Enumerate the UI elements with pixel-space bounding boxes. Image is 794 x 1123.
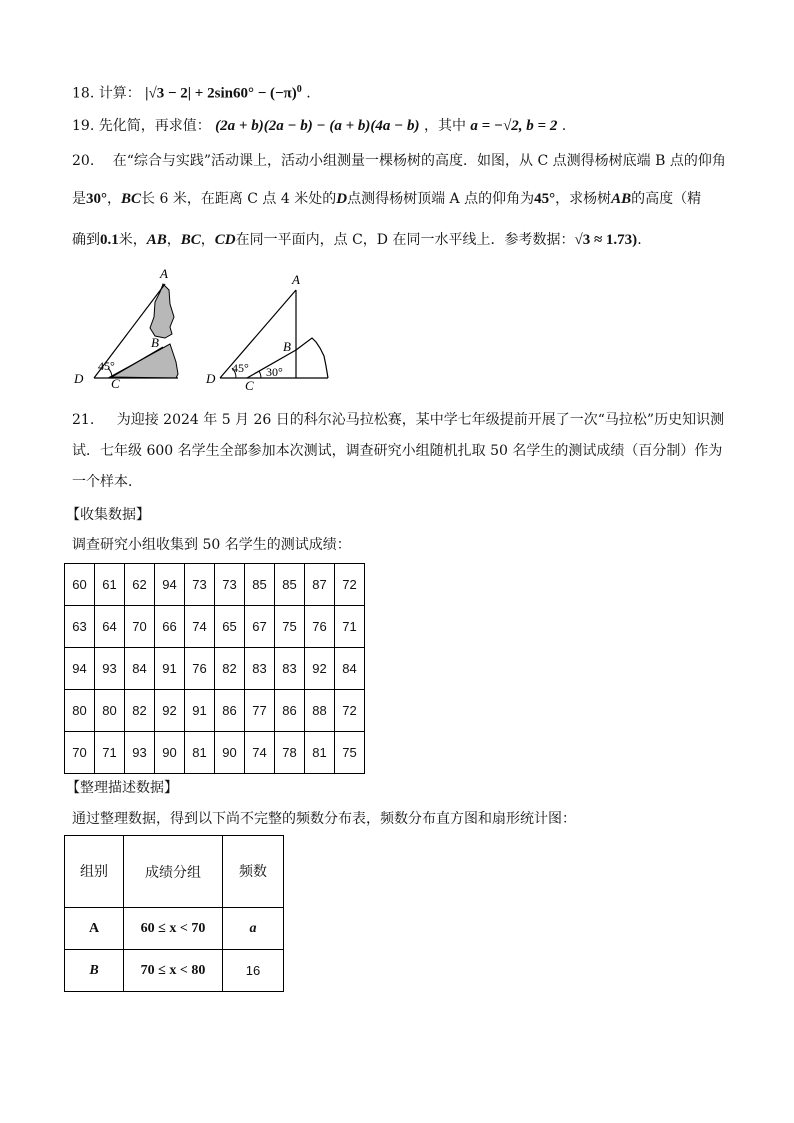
table-row (65, 606, 365, 648)
score-cell: 60 (65, 564, 95, 606)
table-row (65, 564, 365, 606)
score-cell: 67 (245, 606, 275, 648)
question-20-line-3 (72, 230, 642, 250)
text: 米， (118, 232, 147, 248)
angle-label-30: 30° (266, 365, 283, 379)
angle-label-45: 45° (232, 361, 249, 375)
reference-data: √3 ≈ 1.73) (574, 232, 638, 248)
question-20-line-2 (72, 189, 701, 209)
label-a: A (292, 272, 300, 287)
question-20-line-1 (72, 151, 726, 171)
angle-30: 30° (86, 191, 107, 207)
score-cell: 91 (185, 690, 215, 732)
table-row (65, 908, 284, 950)
score-cell: 81 (305, 732, 335, 774)
question-text: 计算： (98, 85, 141, 102)
score-cell: 83 (245, 648, 275, 690)
exponent: 0 (296, 84, 302, 95)
section-organize-heading: 【整理描述数据】 (66, 780, 178, 796)
angle-label: 45° (98, 359, 115, 373)
score-cell: 76 (305, 606, 335, 648)
period: . (306, 85, 311, 102)
table-row (65, 950, 284, 992)
hill-shape (110, 344, 178, 378)
score-cell: 88 (305, 690, 335, 732)
group-cell: A (65, 908, 124, 950)
score-cell: 83 (275, 648, 305, 690)
table-header-row (65, 836, 284, 908)
precision: 0.1 (100, 232, 119, 248)
angle-45: 45° (534, 191, 556, 207)
score-cell: 72 (335, 690, 365, 732)
score-cell: 92 (155, 690, 185, 732)
formula: |√3 − 2| + 2sin60° − (−π) (145, 85, 297, 102)
text: ， (166, 232, 181, 248)
question-number: 20. (72, 153, 95, 169)
hill-outline (296, 338, 328, 378)
score-cell: 70 (65, 732, 95, 774)
text: 在同一平面内，点 C，D 在同一水平线上．参考数据： (235, 232, 575, 248)
score-cell: 74 (185, 606, 215, 648)
score-cell: 94 (65, 648, 95, 690)
text: 是 (72, 191, 86, 207)
question-number: 19. (72, 118, 95, 134)
organize-description: 通过整理数据，得到以下尚不完整的频数分布表，频数分布直方图和扇形统计图： (72, 811, 576, 827)
header-group: 组别 (65, 836, 124, 908)
count-cell: a (223, 908, 284, 950)
collect-description: 调查研究小组收集到 50 名学生的测试成绩： (72, 537, 351, 553)
text: ， (107, 191, 121, 207)
score-cell: 91 (155, 648, 185, 690)
score-cell: 82 (215, 648, 245, 690)
score-cell: 76 (185, 648, 215, 690)
section-collect-heading: 【收集数据】 (66, 507, 150, 523)
score-cell: 82 (125, 690, 155, 732)
score-cell: 64 (95, 606, 125, 648)
question-21-line-1 (72, 410, 724, 430)
score-cell: 87 (305, 564, 335, 606)
label-c: C (245, 378, 254, 392)
score-cell: 75 (275, 606, 305, 648)
score-cell: 85 (245, 564, 275, 606)
question-text: 先化简，再求值： (98, 118, 211, 134)
segment-bc: BC (180, 232, 201, 248)
table-row (65, 648, 365, 690)
label-b: B (283, 339, 291, 354)
label-a: A (160, 266, 168, 281)
score-cell: 73 (215, 564, 245, 606)
score-cell: 86 (215, 690, 245, 732)
period: . (561, 118, 567, 134)
score-cell: 66 (155, 606, 185, 648)
score-cell: 93 (95, 648, 125, 690)
score-cell: 94 (155, 564, 185, 606)
score-cell: 90 (155, 732, 185, 774)
score-cell: 70 (125, 606, 155, 648)
figure-left (73, 266, 178, 391)
score-cell: 93 (125, 732, 155, 774)
text: 点测得杨树顶端 A 点的仰角为 (347, 191, 535, 207)
score-cell: 73 (185, 564, 215, 606)
question-21-line-2: 试．七年级 600 名学生全部参加本次测试，调查研究小组随机扎取 50 名学生的测试成绩（百分制）作为 (72, 443, 723, 459)
score-cell: 61 (95, 564, 125, 606)
label-c: C (111, 376, 120, 391)
score-cell: 77 (245, 690, 275, 732)
header-range: 成绩分组 (124, 836, 223, 908)
question-text: 为迎接 2024 年 5 月 26 日的科尔沁马拉松赛，某中学七年级提前开展了一次“马拉松”历史知识测 (116, 412, 725, 428)
question-number: 18. (72, 85, 95, 102)
question-number: 21. (72, 412, 95, 428)
period: . (637, 232, 642, 248)
score-cell: 74 (245, 732, 275, 774)
segment-ab: AB (611, 191, 632, 207)
question-18 (72, 80, 311, 104)
score-cell: 72 (335, 564, 365, 606)
segment-bc: BC (121, 191, 142, 207)
geometry-figures (60, 262, 360, 392)
segment-ab: AB (146, 232, 167, 248)
question-21-line-3: 一个样本． (72, 474, 142, 490)
score-cell: 85 (275, 564, 305, 606)
frequency-table (64, 835, 284, 992)
count-cell: 16 (223, 950, 284, 992)
point-d: D (336, 191, 348, 207)
score-cell: 65 (215, 606, 245, 648)
text: ，求杨树 (555, 191, 612, 207)
header-count: 频数 (223, 836, 284, 908)
score-cell: 80 (65, 690, 95, 732)
score-cell: 84 (125, 648, 155, 690)
text: 确到 (72, 232, 100, 248)
label-d: D (74, 371, 84, 386)
scores-table (64, 563, 365, 774)
score-cell: 71 (95, 732, 125, 774)
score-cell: 92 (305, 648, 335, 690)
question-19 (72, 116, 566, 136)
text: 长 6 米，在距离 C 点 4 米处的 (141, 191, 337, 207)
segment-cd: CD (214, 232, 236, 248)
question-text-mid: ，其中 (423, 118, 466, 134)
table-row (65, 732, 365, 774)
question-text: 在“综合与实践”活动课上，活动小组测量一棵杨树的高度．如图，从 C 点测得杨树底端 B 点的仰角 (112, 153, 726, 169)
label-d: D (206, 371, 216, 386)
formula: (2a + b)(2a − b) − (a + b)(4a − b) (215, 118, 420, 134)
score-cell: 63 (65, 606, 95, 648)
score-cell: 62 (125, 564, 155, 606)
score-cell: 75 (335, 732, 365, 774)
table-row (65, 690, 365, 732)
score-cell: 81 (185, 732, 215, 774)
score-cell: 86 (275, 690, 305, 732)
range-cell: 70 ≤ x < 80 (124, 950, 223, 992)
text: 的高度（精 (631, 191, 702, 207)
group-cell: B (65, 950, 124, 992)
score-cell: 71 (335, 606, 365, 648)
tree-shape (150, 284, 174, 338)
label-b: B (151, 335, 159, 350)
score-cell: 84 (335, 648, 365, 690)
score-cell: 80 (95, 690, 125, 732)
score-cell: 78 (275, 732, 305, 774)
text: ， (200, 232, 215, 248)
condition: a = −√2, b = 2 (470, 118, 558, 134)
range-cell: 60 ≤ x < 70 (124, 908, 223, 950)
score-cell: 90 (215, 732, 245, 774)
figure-right (205, 272, 328, 392)
